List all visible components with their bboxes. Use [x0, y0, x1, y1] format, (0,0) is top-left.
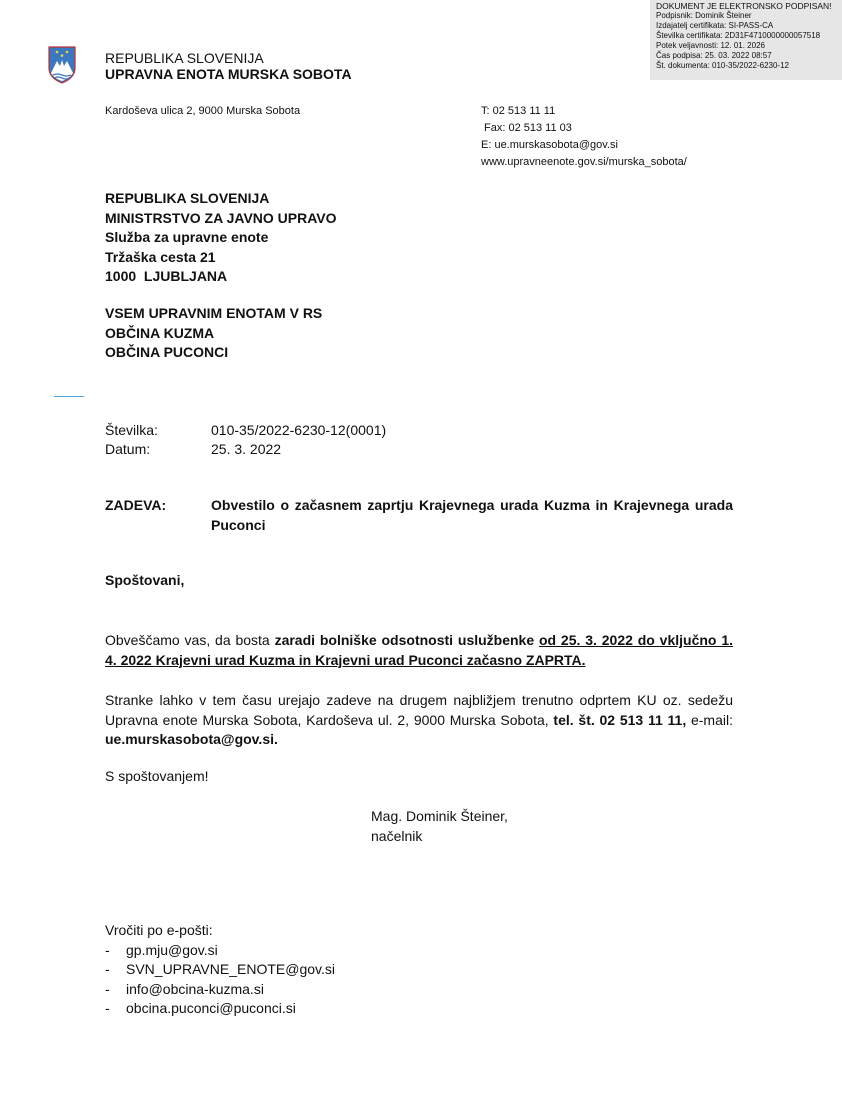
p1-text: Obveščamo vas, da bosta [105, 632, 275, 648]
header-office-name: UPRAVNA ENOTA MURSKA SOBOTA [105, 66, 352, 82]
date-label: Datum: [105, 441, 151, 457]
delivery-list [105, 921, 335, 1019]
signer-name: Mag. Dominik Šteiner, [371, 808, 508, 824]
list-dash: - [105, 1000, 110, 1016]
p2-text: Stranke lahko v tem času urejajo zadeve na drugem najbližjem trenutno odprtem KU oz. sedežu Upravna enote Murska Sobota, Kardoševa ul. 2, 9000 Murska Sobota, [105, 692, 733, 728]
office-contact [481, 103, 687, 171]
signer [371, 807, 508, 846]
p1-closure-period: od 25. 3. 2022 do vključno 1. 4. 2022 Krajevni urad Kuzma in Krajevni urad Puconci začasno ZAPRTA. [105, 632, 733, 668]
signature-line-signer: Podpisnik: Dominik Šteiner [656, 11, 752, 20]
subject-text: Obvestilo o začasnem zaprtju Krajevnega urada Kuzma in Krajevnega urada Puconci [211, 497, 733, 533]
signature-line-doc-number: Št. dokumenta: 010-35/2022-6230-12 [656, 61, 789, 70]
delivery-email[interactable]: obcina.puconci@puconci.si [126, 1000, 296, 1016]
signature-line-issuer: Izdajatelj certifikata: SI-PASS-CA [656, 21, 774, 30]
recipient-line: OBČINA PUCONCI [105, 344, 229, 360]
delivery-email[interactable]: info@obcina-kuzma.si [126, 980, 264, 997]
number-label: Številka: [105, 422, 158, 438]
p1-reason: zaradi bolniške odsotnosti uslužbenke [274, 632, 535, 648]
office-address: Kardoševa ulica 2, 9000 Murska Sobota [105, 105, 301, 117]
body-paragraph-2 [105, 691, 733, 750]
recipient-line: MINISTRSTVO ZA JAVNO UPRAVO [105, 209, 337, 226]
header-republic: REPUBLIKA SLOVENIJA [105, 50, 264, 66]
document-number: 010-35/2022-6230-12(0001) [211, 422, 387, 438]
list-dash: - [105, 961, 110, 977]
list-item [105, 941, 335, 961]
signer-title: načelnik [371, 827, 423, 844]
fold-mark [54, 396, 84, 397]
subject-label: ZADEVA: [105, 497, 167, 513]
list-dash: - [105, 980, 110, 997]
signature-line-validity: Potek veljavnosti: 12. 01. 2026 [656, 41, 765, 50]
contact-phone: T: 02 513 11 11 [481, 105, 556, 117]
p2-phone: tel. št. 02 513 11 11, [553, 711, 687, 728]
recipient-line: OBČINA KUZMA [105, 324, 215, 341]
slovenia-crest-icon [48, 46, 76, 84]
recipient-block [105, 189, 337, 287]
signature-title: DOKUMENT JE ELEKTRONSKO PODPISAN! [656, 1, 832, 11]
signature-line-time: Čas podpisa: 25. 03. 2022 08:57 [656, 51, 772, 60]
recipient-line: REPUBLIKA SLOVENIJA [105, 190, 270, 206]
recipient-line: VSEM UPRAVNIM ENOTAM V RS [105, 305, 323, 321]
recipient-block-secondary [105, 304, 322, 363]
recipient-line: 1000 LJUBLJANA [105, 268, 228, 284]
delivery-label: Vročiti po e-pošti: [105, 922, 213, 938]
list-item [105, 980, 335, 1000]
delivery-email[interactable]: gp.mju@gov.si [126, 941, 218, 958]
closing: S spoštovanjem! [105, 768, 209, 784]
body-paragraph-1 [105, 631, 733, 670]
office-header [105, 50, 352, 82]
signature-line-cert-number: Številka certifikata: 2D31F4710000000057518 [656, 31, 821, 40]
subject [105, 496, 733, 535]
signature-box [650, 0, 842, 80]
document-meta [105, 421, 386, 459]
contact-fax: Fax: 02 513 11 03 [484, 122, 572, 134]
contact-email[interactable]: E: ue.murskasobota@gov.si [481, 139, 618, 151]
document-date: 25. 3. 2022 [211, 441, 282, 457]
p2-email[interactable]: ue.murskasobota@gov.si. [105, 731, 278, 747]
list-item [105, 999, 335, 1019]
list-item [105, 960, 335, 980]
delivery-email[interactable]: SVN_UPRAVNE_ENOTE@gov.si [126, 961, 335, 977]
contact-website[interactable]: www.upravneenote.gov.si/murska_sobota/ [481, 156, 687, 168]
recipient-line: Služba za upravne enote [105, 229, 269, 245]
greeting: Spoštovani, [105, 572, 185, 588]
recipient-line: Tržaška cesta 21 [105, 248, 216, 265]
p2-email-label: e-mail: [686, 711, 733, 728]
list-dash: - [105, 941, 110, 958]
